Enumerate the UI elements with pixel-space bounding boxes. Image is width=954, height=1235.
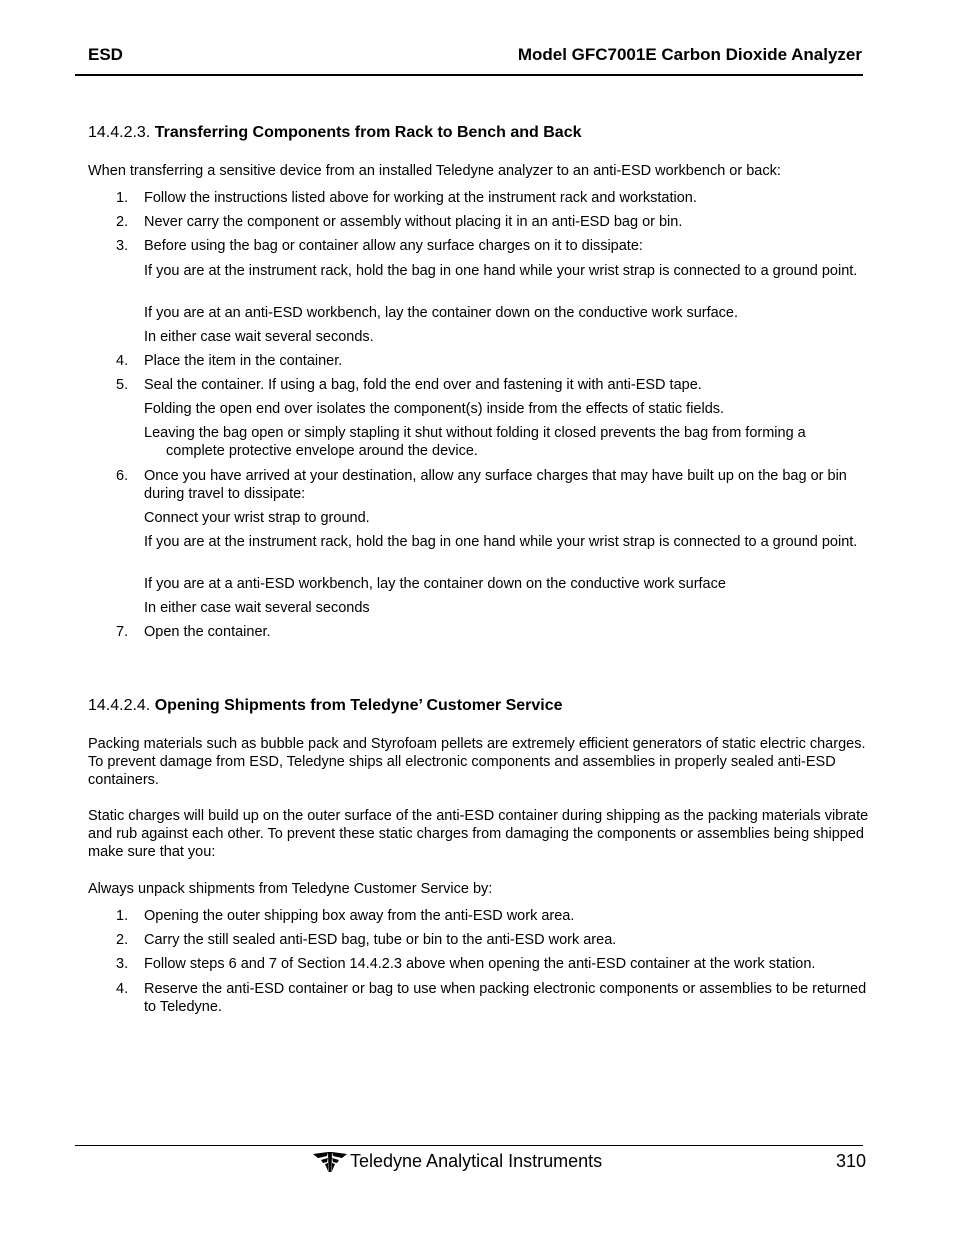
section-number: 14.4.2.3. [88,124,151,141]
section-title: Transferring Components from Rack to Bench and Back [154,124,582,141]
list-text: Once you have arrived at your destination, allow any surface charges that may have built up on the bag or bin during travel to dissipate: [144,468,847,502]
sub-paragraph: If you are at the instrument rack, hold the bag in one hand while your wrist strap is connected to a ground point. [144,534,858,550]
sub-paragraph: In either case wait several seconds [144,600,370,616]
paragraph: Static charges will build up on the outer surface of the anti-ESD container during shipping as the packing materials vibrate and rub against each other. To prevent these static charges from damaging the components or assemblies being shipped make sure that you: [88,808,869,860]
list-number: 4. [116,981,129,997]
section-number: 14.4.2.4. [88,697,151,714]
list-text: Opening the outer shipping box away from the anti-ESD work area. [144,908,575,924]
list-text: Carry the still sealed anti-ESD bag, tube or bin to the anti-ESD work area. [144,932,617,948]
list-number: 6. [116,468,129,484]
list-text: Follow steps 6 and 7 of Section 14.4.2.3 above when opening the anti-ESD container at the work station. [144,956,816,972]
sub-paragraph: If you are at an anti-ESD workbench, lay the container down on the conductive work surface. [144,305,739,321]
section-heading-transferring [88,124,870,142]
list-text: Reserve the anti-ESD container or bag to use when packing electronic components or assemblies to be returned to Teledyne. [144,981,867,1015]
list-number: 2. [116,932,129,948]
list-number: 4. [116,353,129,369]
section-title: Opening Shipments from Teledyne’ Customer Service [154,697,563,714]
list-text: Never carry the component or assembly without placing it in an anti-ESD bag or bin. [144,214,683,230]
list-number: 1. [116,190,129,206]
paragraph: Always unpack shipments from Teledyne Customer Service by: [88,881,493,897]
section-intro: When transferring a sensitive device from an installed Teledyne analyzer to an anti-ESD workbench or back: [88,163,781,179]
list-number: 2. [116,214,129,230]
sub-paragraph: If you are at a anti-ESD workbench, lay the container down on the conductive work surface [144,576,726,592]
header-divider [75,74,863,76]
list-number: 3. [116,238,129,254]
paragraph: Packing materials such as bubble pack and Styrofoam pellets are extremely efficient generators of static electric charges. To prevent damage from ESD, Teledyne ships all electronic components and assemblies in properly sealed anti-ESD containers. [88,736,866,788]
sub-paragraph: Leaving the bag open or simply stapling it shut without folding it closed prevents the bag from forming a complete protective envelope around the device. [144,425,806,459]
teledyne-logo-icon [312,1151,348,1173]
list-text: Open the container. [144,624,271,640]
sub-paragraph: If you are at the instrument rack, hold the bag in one hand while your wrist strap is connected to a ground point. [144,263,858,279]
list-text: Before using the bag or container allow any surface charges on it to dissipate: [144,238,643,254]
sub-paragraph: Folding the open end over isolates the component(s) inside from the effects of static fields. [144,401,725,417]
list-number: 1. [116,908,129,924]
list-number: 7. [116,624,129,640]
sub-paragraph: In either case wait several seconds. [144,329,374,345]
sub-paragraph: Connect your wrist strap to ground. [144,510,370,526]
list-text: Seal the container. If using a bag, fold the end over and fastening it with anti-ESD tape. [144,377,702,393]
list-number: 5. [116,377,129,393]
footer-company-name: Teledyne Analytical Instruments [350,1151,603,1171]
list-text: Follow the instructions listed above for working at the instrument rack and workstation. [144,190,697,206]
list-text: Place the item in the container. [144,353,343,369]
section-heading-opening-shipments [88,697,870,715]
header-section-label: ESD [88,45,123,64]
page-number: 310 [835,1151,866,1171]
list-number: 3. [116,956,129,972]
header-document-title: Model GFC7001E Carbon Dioxide Analyzer [517,45,862,64]
footer-divider [75,1145,863,1146]
